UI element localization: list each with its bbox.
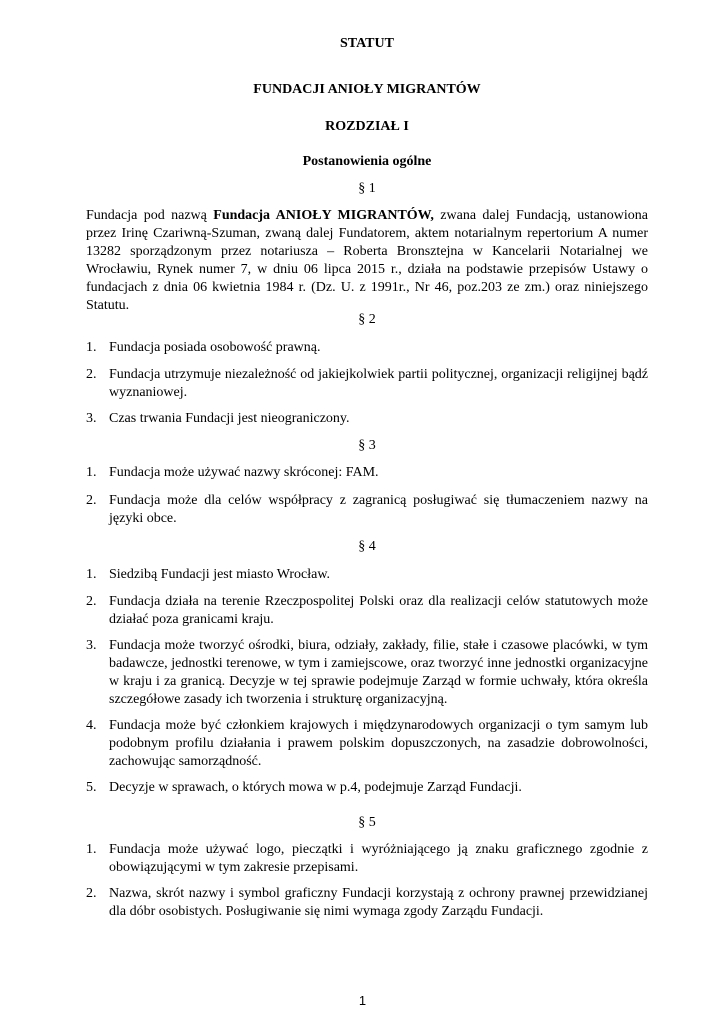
chapter-title: Postanowienia ogólne [302, 154, 432, 169]
item-text: Siedzibą Fundacji jest miasto Wrocław. [109, 567, 331, 582]
item-number: 1. [86, 567, 97, 582]
item-number: 2. [86, 493, 97, 508]
item-number: 2. [86, 367, 97, 382]
section-1-paragraph [86, 207, 648, 315]
chapter-heading: ROZDZIAŁ I [325, 119, 409, 134]
item-text: Czas trwania Fundacji jest nieograniczony. [109, 411, 350, 426]
foundation-name: Fundacja ANIOŁY MIGRANTÓW, [213, 208, 434, 223]
item-text: Fundacja działa na terenie Rzeczpospolitej Polski oraz dla realizacji celów statutowych może działać poza granicami kraju. [109, 594, 648, 627]
item-number: 3. [86, 411, 97, 426]
document-subtitle: FUNDACJI ANIOŁY MIGRANTÓW [253, 82, 481, 97]
section-4-heading: § 4 [358, 539, 376, 554]
item-text: Fundacja utrzymuje niezależność od jakiejkolwiek partii politycznej, organizacji religijnej bądź wyznaniowej. [109, 367, 648, 400]
section-3-heading: § 3 [358, 438, 376, 453]
item-number: 2. [86, 886, 97, 901]
section-1-text: zwana dalej Fundacją, ustanowiona przez Irinę Czariwną-Szuman, zwaną dalej Fundatorem, aktem notarialnym repertorium A numer 13282 sporządzonym przez notariusza – Roberta Bronsztejna w Kancelarii Notarialnej we Wrocławiu, Rynek numer 7, w dniu 06 lipca 2015 r., działa na podstawie przepisów Ustawy o fundacjach z dnia 06 kwietnia 1984 r. (Dz. U. z 1991r., Nr 46, poz.203 ze zm.) oraz niniejszego Statutu. [86, 208, 649, 313]
document-title: STATUT [340, 36, 394, 51]
item-number: 3. [86, 638, 97, 653]
item-number: 1. [86, 842, 97, 857]
item-text: Fundacja może być członkiem krajowych i międzynarodowych organizacji o tym samym lub podobnym profilu działania i prawem polskim dopuszczonych, na zasadzie dobrowolności, zachowując samorządność. [109, 718, 648, 769]
item-text: Nazwa, skrót nazwy i symbol graficzny Fundacji korzystają z ochrony prawnej przewidzianej dla dóbr osobistych. Posługiwanie się nimi wymaga zgody Zarządu Fundacji. [109, 886, 648, 919]
section-1-heading: § 1 [358, 181, 376, 196]
section-5-heading: § 5 [358, 815, 376, 830]
item-number: 1. [86, 340, 97, 355]
item-text: Fundacja posiada osobowość prawną. [109, 340, 321, 355]
item-number: 5. [86, 780, 97, 795]
item-number: 2. [86, 594, 97, 609]
item-number: 1. [86, 465, 97, 480]
section-1-lead: Fundacja pod nazwą [86, 208, 214, 223]
item-text: Decyzje w sprawach, o których mowa w p.4, podejmuje Zarząd Fundacji. [109, 780, 522, 795]
item-text: Fundacja może używać nazwy skróconej: FAM. [109, 465, 379, 480]
item-text: Fundacja może dla celów współpracy z zagranicą posługiwać się tłumaczeniem nazwy na języki obce. [109, 493, 648, 526]
item-text: Fundacja może tworzyć ośrodki, biura, odziały, zakłady, filie, stałe i czasowe placówki, w tym badawcze, jednostki terenowe, w tym i zamiejscowe, oraz tworzyć inne jednostki organizacyjne w kraju i za granicą. Decyzje w tej sprawie podejmuje Zarząd w formie uchwały, która określa szczegółowe zasady ich tworzenia i strukturę organizacyjną. [109, 638, 648, 707]
item-text: Fundacja może używać logo, pieczątki i wyróżniającego ją znaku graficznego zgodnie z obowiązującymi w tym zakresie przepisami. [109, 842, 648, 875]
page-number: 1 [358, 993, 367, 1008]
item-number: 4. [86, 718, 97, 733]
section-2-heading: § 2 [358, 312, 376, 327]
